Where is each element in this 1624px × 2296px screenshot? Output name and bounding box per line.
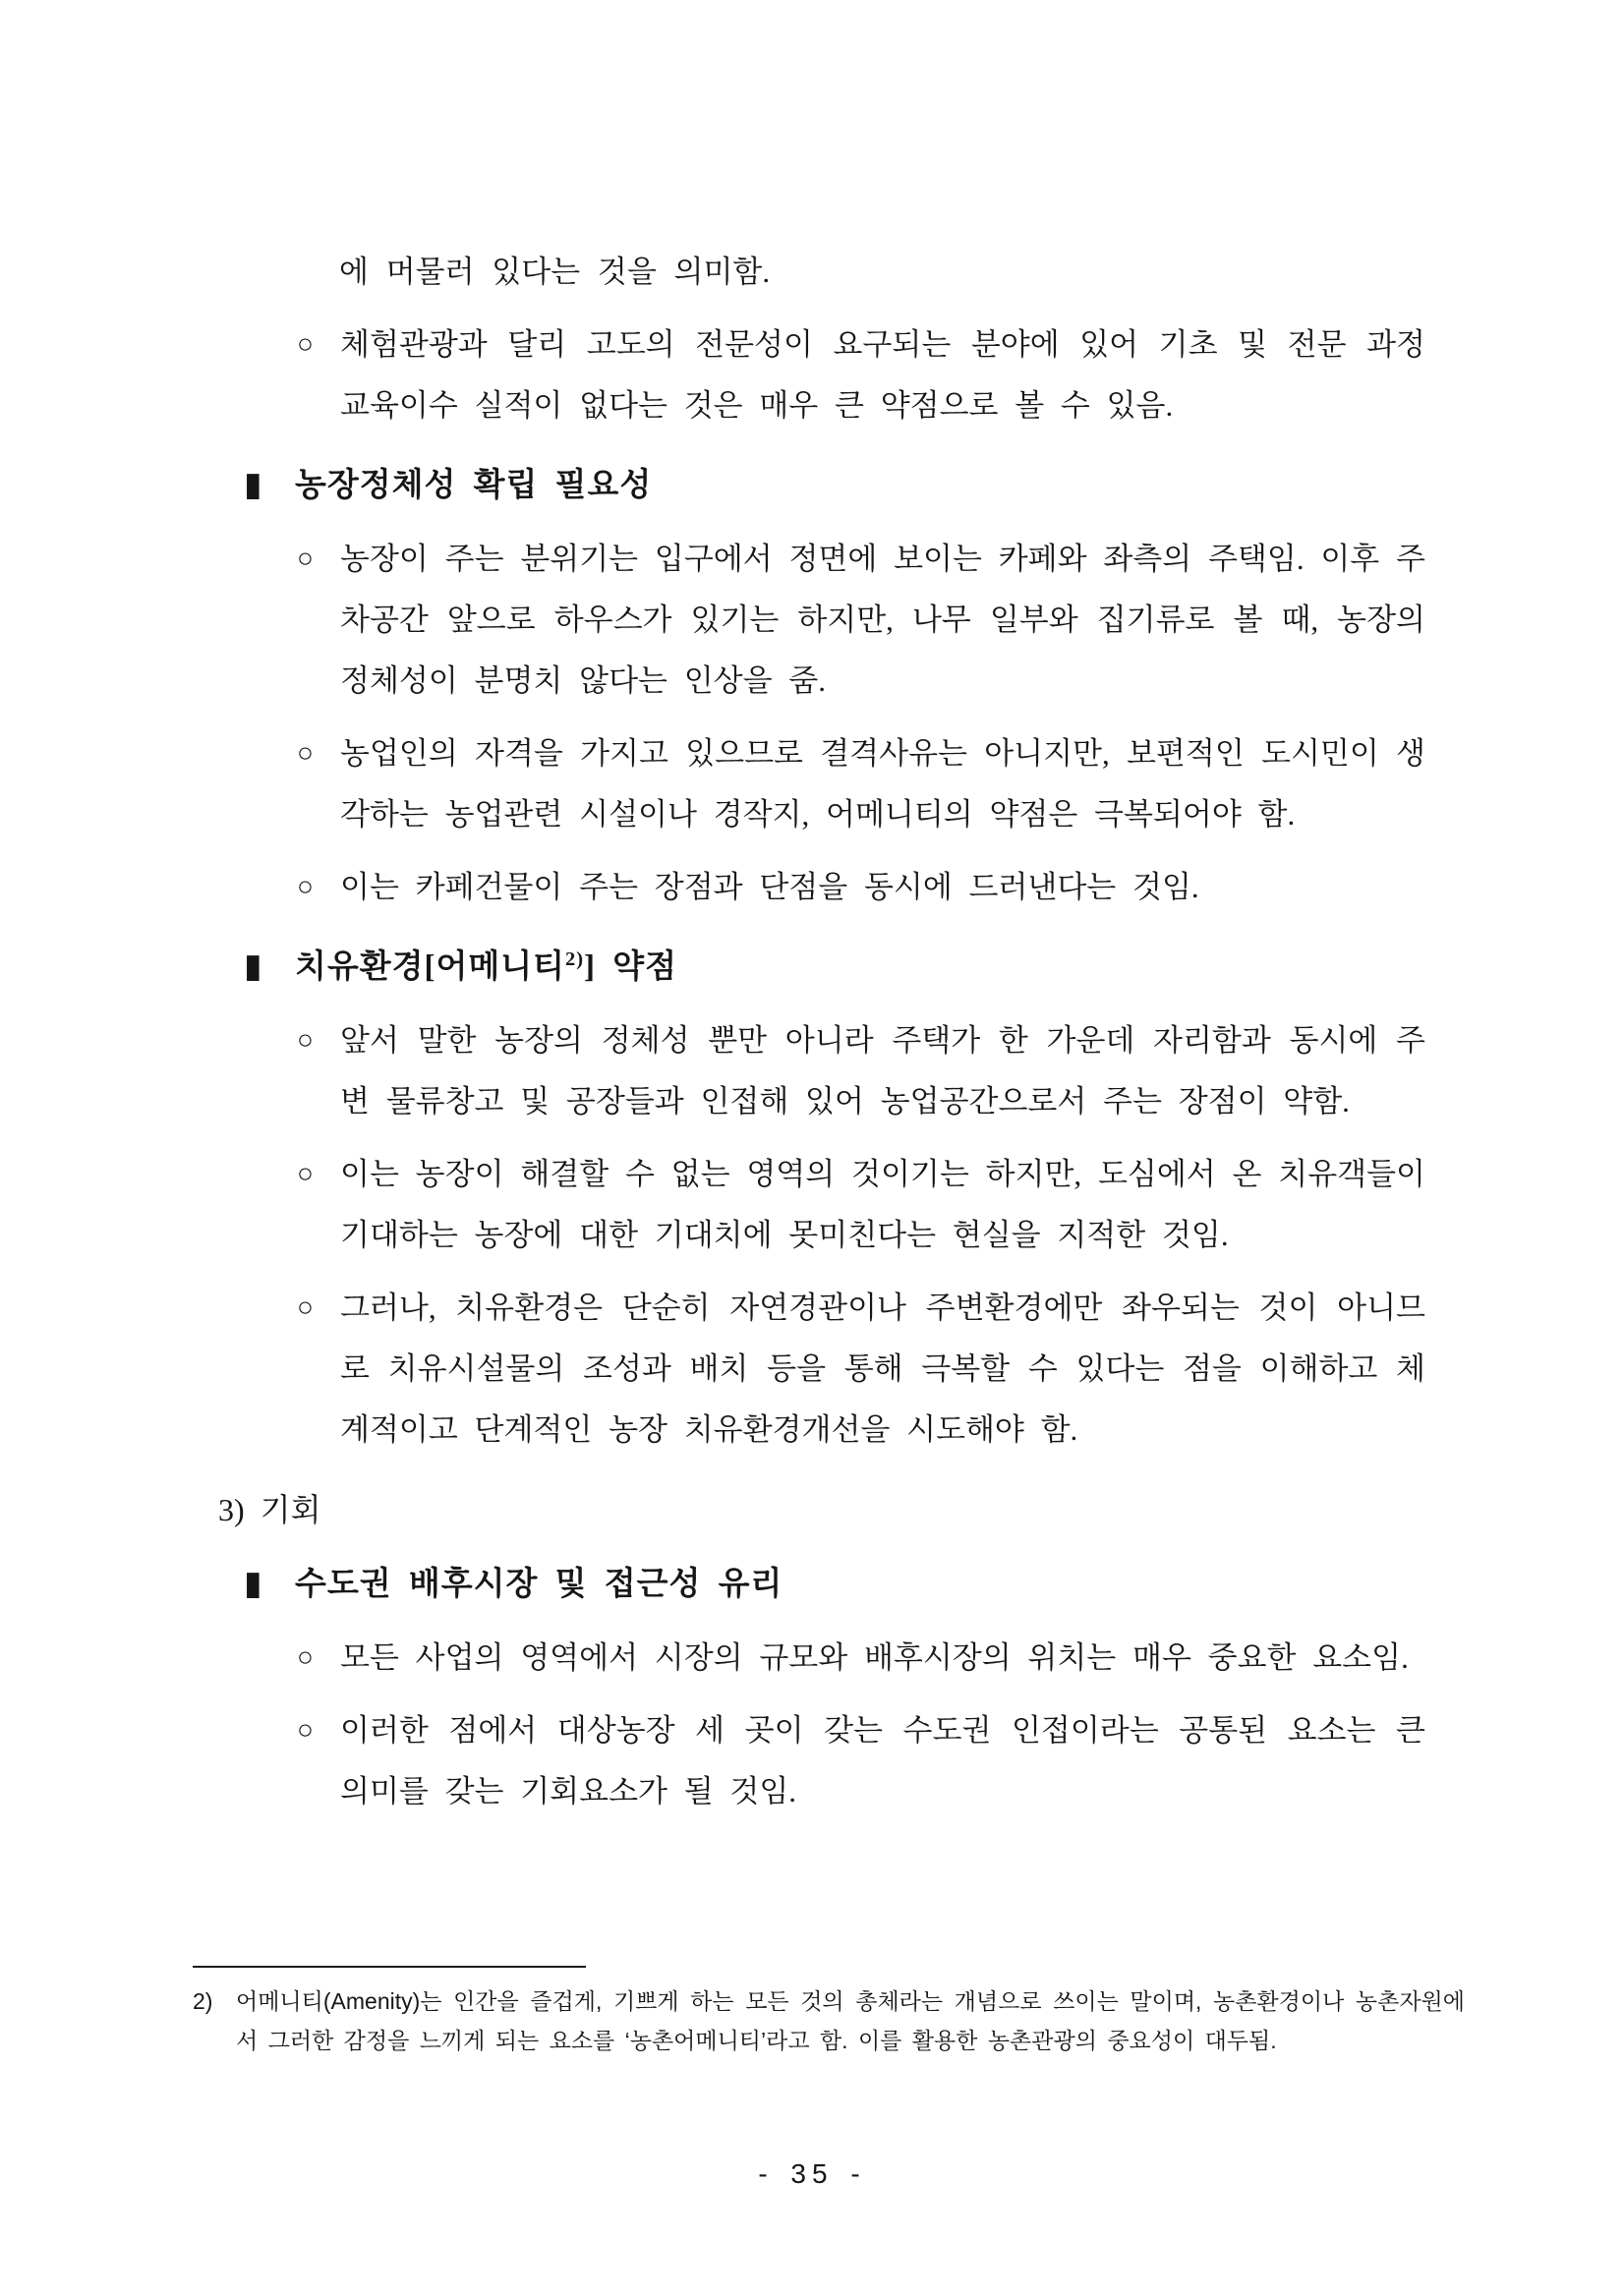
heading-text-post: ] 약점 (584, 949, 678, 985)
bullet-item (297, 1010, 1425, 1132)
footnote-area (193, 1966, 1465, 2060)
bullet-text: 그러나, 치유환경은 단순히 자연경관이나 주변환경에만 좌우되는 것이 아니므로 치유시설물의 조성과 배치 등을 통해 극복할 수 있다는 점을 이해하고 체계적이고 단계적인 농장 치유환경개선을 시도해야 함. (340, 1291, 1425, 1447)
circle-bullet-icon: ○ (297, 1715, 314, 1746)
paragraph-continuation: 에 머물러 있다는 것을 의미함. (339, 255, 771, 289)
footnote-text: 어메니티(Amenity)는 인간을 즐겁게, 기쁘게 하는 모든 것의 총체라는 개념으로 쓰이는 말이며, 농촌환경이나 농촌자원에서 그러한 감정을 느끼게 되는 요소를 ‘농촌어메니티’라고 함. 이를 활용한 농촌관광의 중요성이 대두됨. (236, 1988, 1465, 2053)
bullet-item (297, 857, 1425, 918)
bullet-item (297, 723, 1425, 845)
bullet-text: 이러한 점에서 대상농장 세 곳이 갖는 수도권 인접이라는 공통된 요소는 큰 의미를 갖는 기회요소가 될 것임. (340, 1713, 1425, 1808)
heading-text: 수도권 배후시장 및 접근성 유리 (295, 1567, 783, 1602)
bullet-text: 농장이 주는 분위기는 입구에서 정면에 보이는 카페와 좌측의 주택임. 이후 주차공간 앞으로 하우스가 있기는 하지만, 나무 일부와 집기류로 볼 때, 농장의 정체성이 분명치 않다는 인상을 줌. (340, 542, 1425, 698)
heading-bar-icon: ▮ (244, 1566, 263, 1602)
heading-text: 농장정체성 확립 필요성 (295, 468, 653, 503)
circle-bullet-icon: ○ (297, 329, 314, 360)
bullet-item (297, 315, 1425, 436)
bullet-item (297, 1700, 1425, 1822)
heading-bar-icon: ▮ (244, 467, 263, 503)
subsection-number: 3) 기회 (218, 1492, 321, 1527)
bullet-text: 이는 카페건물이 주는 장점과 단점을 동시에 드러낸다는 것임. (340, 870, 1199, 904)
footnote-ref: 2) (565, 948, 585, 970)
section-heading-market (244, 1557, 1427, 1612)
bullet-item (297, 529, 1425, 712)
page-number: - 35 - (758, 2158, 866, 2189)
page-body (0, 242, 1624, 1834)
circle-bullet-icon: ○ (297, 738, 314, 769)
circle-bullet-icon: ○ (297, 1159, 314, 1189)
circle-bullet-icon: ○ (297, 544, 314, 574)
bullet-item (297, 1628, 1425, 1689)
bullet-item (297, 1278, 1425, 1461)
circle-bullet-icon: ○ (297, 1025, 314, 1056)
bullet-text: 이는 농장이 해결할 수 없는 영역의 것이기는 하지만, 도심에서 온 치유객들이 기대하는 농장에 대한 기대치에 못미친다는 현실을 지적한 것임. (340, 1157, 1425, 1252)
section-heading-amenity (244, 940, 1427, 995)
circle-bullet-icon: ○ (297, 1642, 314, 1673)
heading-bar-icon: ▮ (244, 948, 263, 985)
circle-bullet-icon: ○ (297, 872, 314, 902)
footnote (193, 1981, 1465, 2060)
footnote-separator (193, 1966, 586, 1968)
footnote-marker: 2) (193, 1988, 213, 2014)
circle-bullet-icon: ○ (297, 1292, 314, 1323)
section-heading-identity (244, 458, 1427, 513)
bullet-item (297, 1144, 1425, 1266)
bullet-text: 모든 사업의 영역에서 시장의 규모와 배후시장의 위치는 매우 중요한 요소임. (340, 1640, 1409, 1675)
bullet-text: 농업인의 자격을 가지고 있으므로 결격사유는 아니지만, 보편적인 도시민이 생각하는 농업관련 시설이나 경작지, 어메니티의 약점은 극복되어야 함. (340, 736, 1425, 832)
bullet-text: 앞서 말한 농장의 정체성 뿐만 아니라 주택가 한 가운데 자리함과 동시에 주변 물류창고 및 공장들과 인접해 있어 농업공간으로서 주는 장점이 약함. (340, 1023, 1425, 1119)
bullet-text: 체험관광과 달리 고도의 전문성이 요구되는 분야에 있어 기초 및 전문 과정 교육이수 실적이 없다는 것은 매우 큰 약점으로 볼 수 있음. (340, 327, 1425, 423)
heading-text-pre: 치유환경[어메니티 (295, 949, 566, 985)
